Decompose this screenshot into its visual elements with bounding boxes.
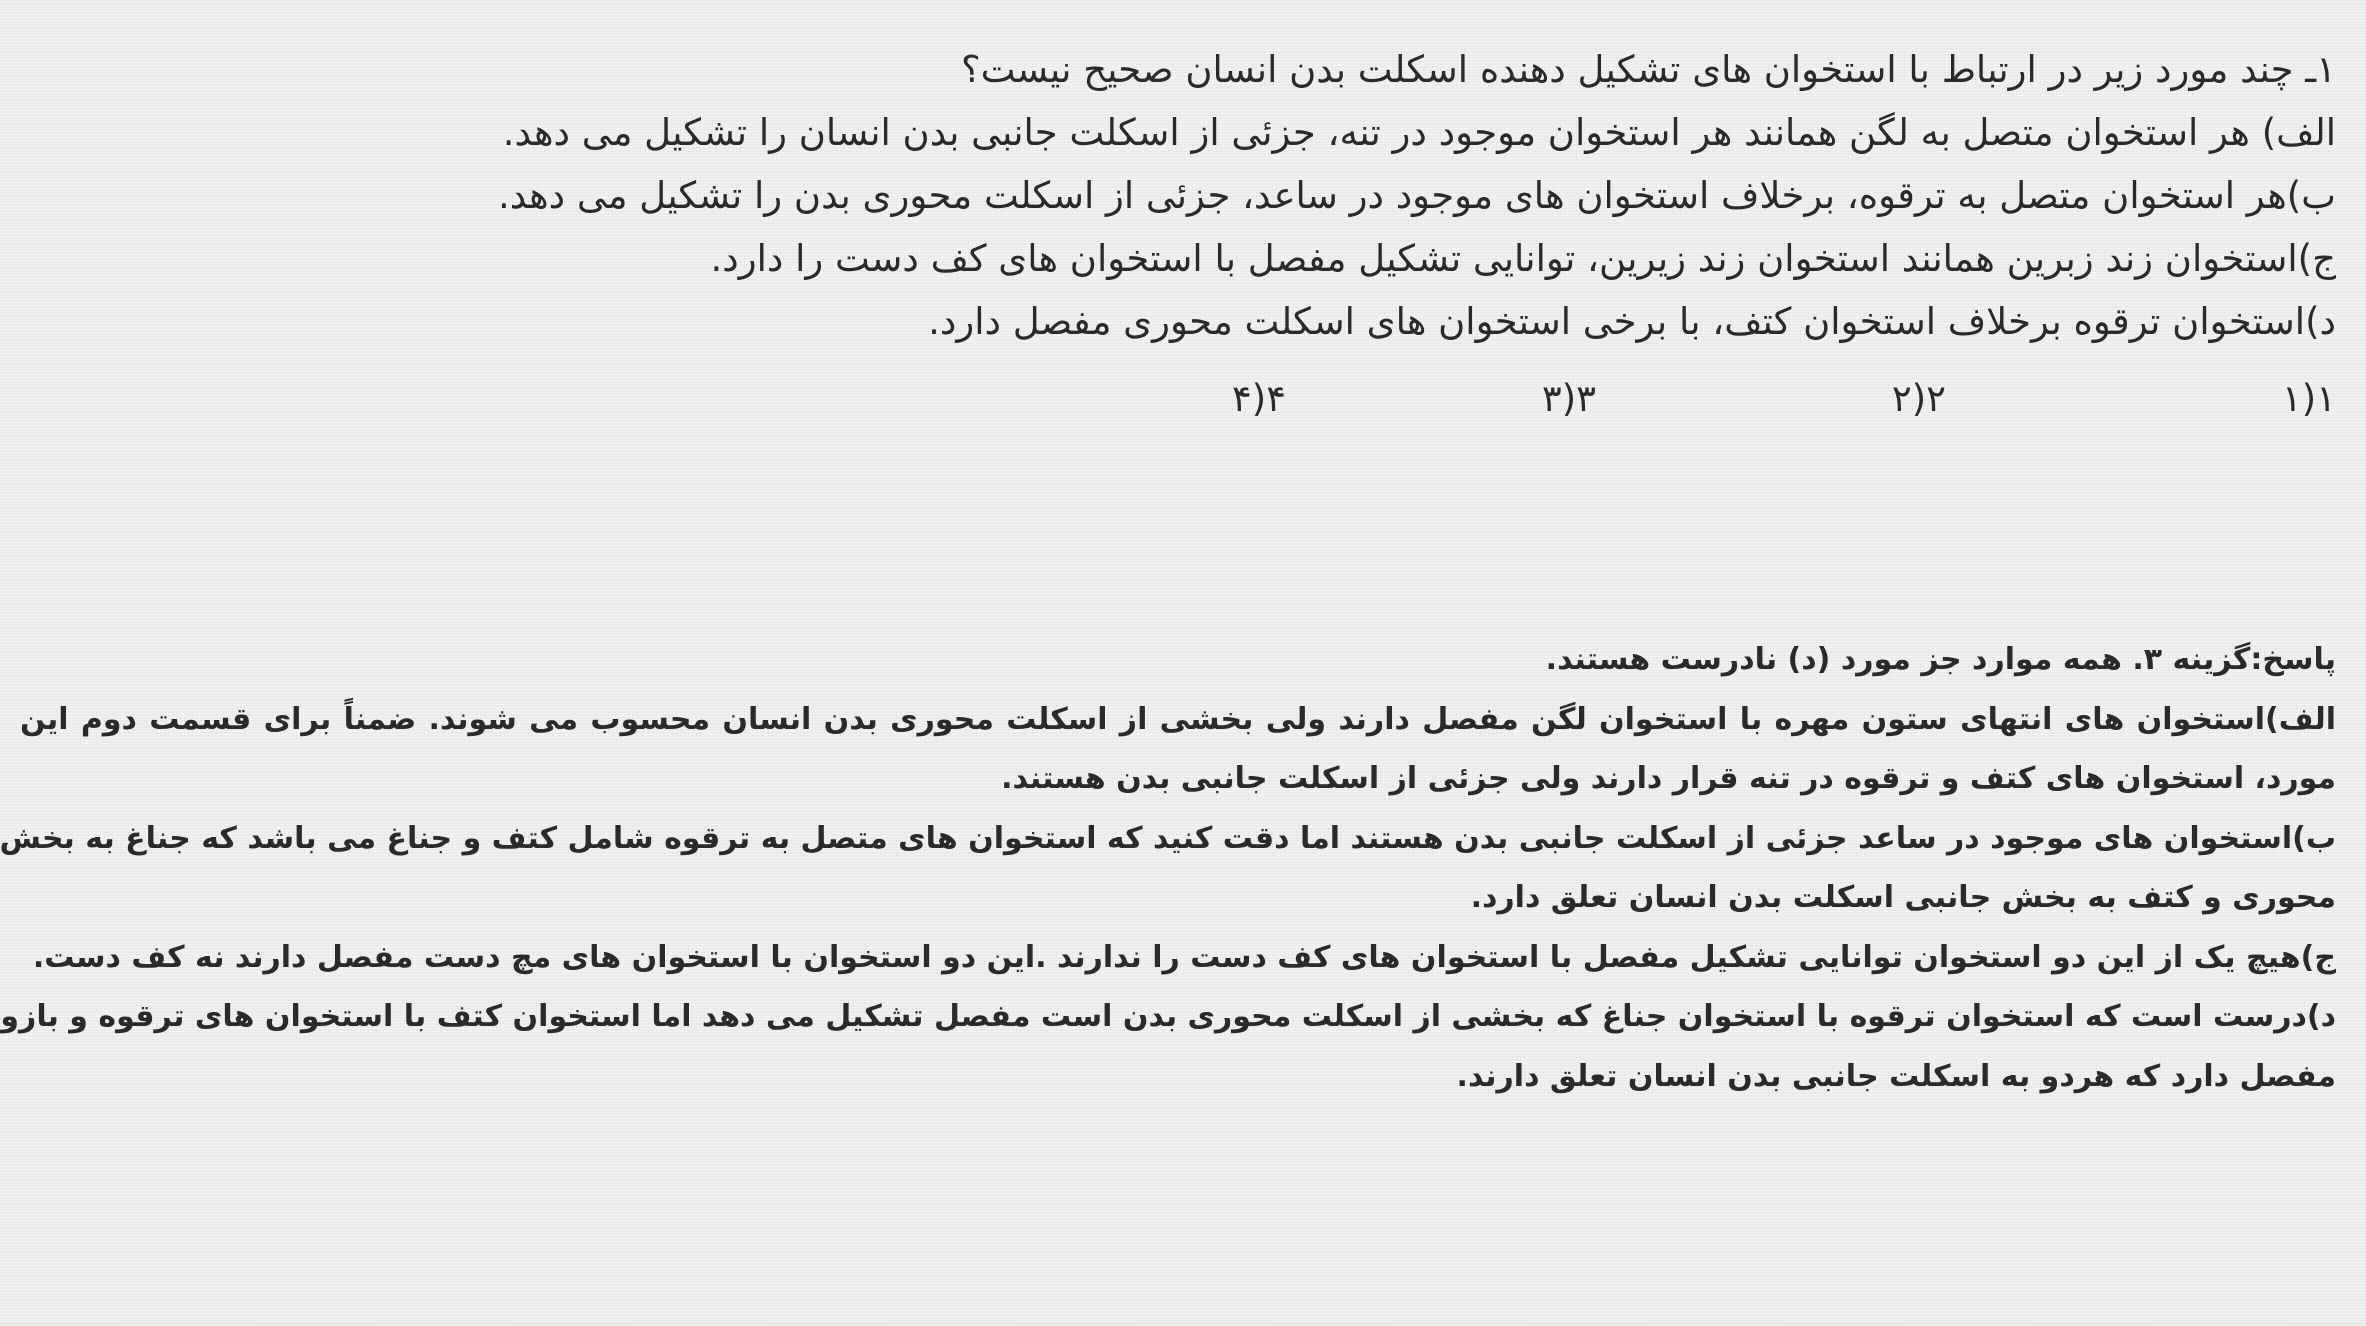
answer-be-line-2: محوری و کتف به بخش جانبی اسکلت بدن انسان تعلق دارد.: [1470, 880, 2336, 915]
question-block: [236, 38, 2336, 353]
answer-dal-line-1: د)درست است که استخوان ترقوه با استخوان جناغ که بخشی از اسکلت محوری بدن است مفصل تشکیل می دهد اما استخوان کتف با استخوان های ترقوه و بازو: [0, 999, 2336, 1034]
answer-be-line-1: ب)استخوان های موجود در ساعد جزئی از اسکلت جانبی بدن هستند اما دقت کنید که استخوان های متصل به ترقوه شامل کتف و جناغ می باشد که جناغ به بخش: [0, 820, 2336, 856]
choice-1: ۱(۱: [2281, 377, 2336, 420]
answer-block: [0, 630, 2336, 1106]
choice-3: ۳(۳: [1541, 377, 1596, 420]
choice-2: ۲(۲: [1891, 377, 1946, 420]
answer-alef-line-2: مورد، استخوان های کتف و ترقوه در تنه قرار دارند ولی جزئی از اسکلت جانبی بدن هستند.: [1001, 761, 2336, 796]
choice-4: ۴(۴: [1231, 377, 1286, 420]
answer-alef-line-1: الف)استخوان های انتهای ستون مهره با استخوان لگن مفصل دارند ولی بخشی از اسکلت محوری بدن انسان محسوب می شوند. ضمناً برای قسمت دوم این: [20, 701, 2336, 737]
answer-choices: [1036, 367, 2336, 430]
question-title: ۱ـ چند مورد زیر در ارتباط با استخوان های تشکیل دهنده اسکلت بدن انسان صحیح نیست؟: [961, 48, 2336, 91]
answer-jim-line: ج)هیچ یک از این دو استخوان توانایی تشکیل مفصل با استخوان های کف دست را ندارند .این دو استخوان با استخوان های مچ دست مفصل دارند نه کف دست.: [32, 939, 2336, 975]
answer-heading: پاسخ:گزینه ۳. همه موارد جز مورد (د) نادرست هستند.: [1545, 642, 2336, 677]
question-item-dal: د)استخوان ترقوه برخلاف استخوان کتف، با برخی استخوان های اسکلت محوری مفصل دارد.: [928, 300, 2336, 343]
question-item-jim: ج)استخوان زند زبرین همانند استخوان زند زیرین، توانایی تشکیل مفصل با استخوان های کف دست را دارد.: [710, 237, 2336, 280]
question-item-be: ب)هر استخوان متصل به ترقوه، برخلاف استخوان های موجود در ساعد، جزئی از اسکلت محوری بدن را تشکیل می دهد.: [497, 174, 2336, 217]
question-item-alef: الف) هر استخوان متصل به لگن همانند هر استخوان موجود در تنه، جزئی از اسکلت جانبی بدن انسان را تشکیل می دهد.: [502, 111, 2336, 154]
answer-dal-line-2: مفصل دارد که هردو به اسکلت جانبی بدن انسان تعلق دارند.: [1456, 1058, 2336, 1094]
